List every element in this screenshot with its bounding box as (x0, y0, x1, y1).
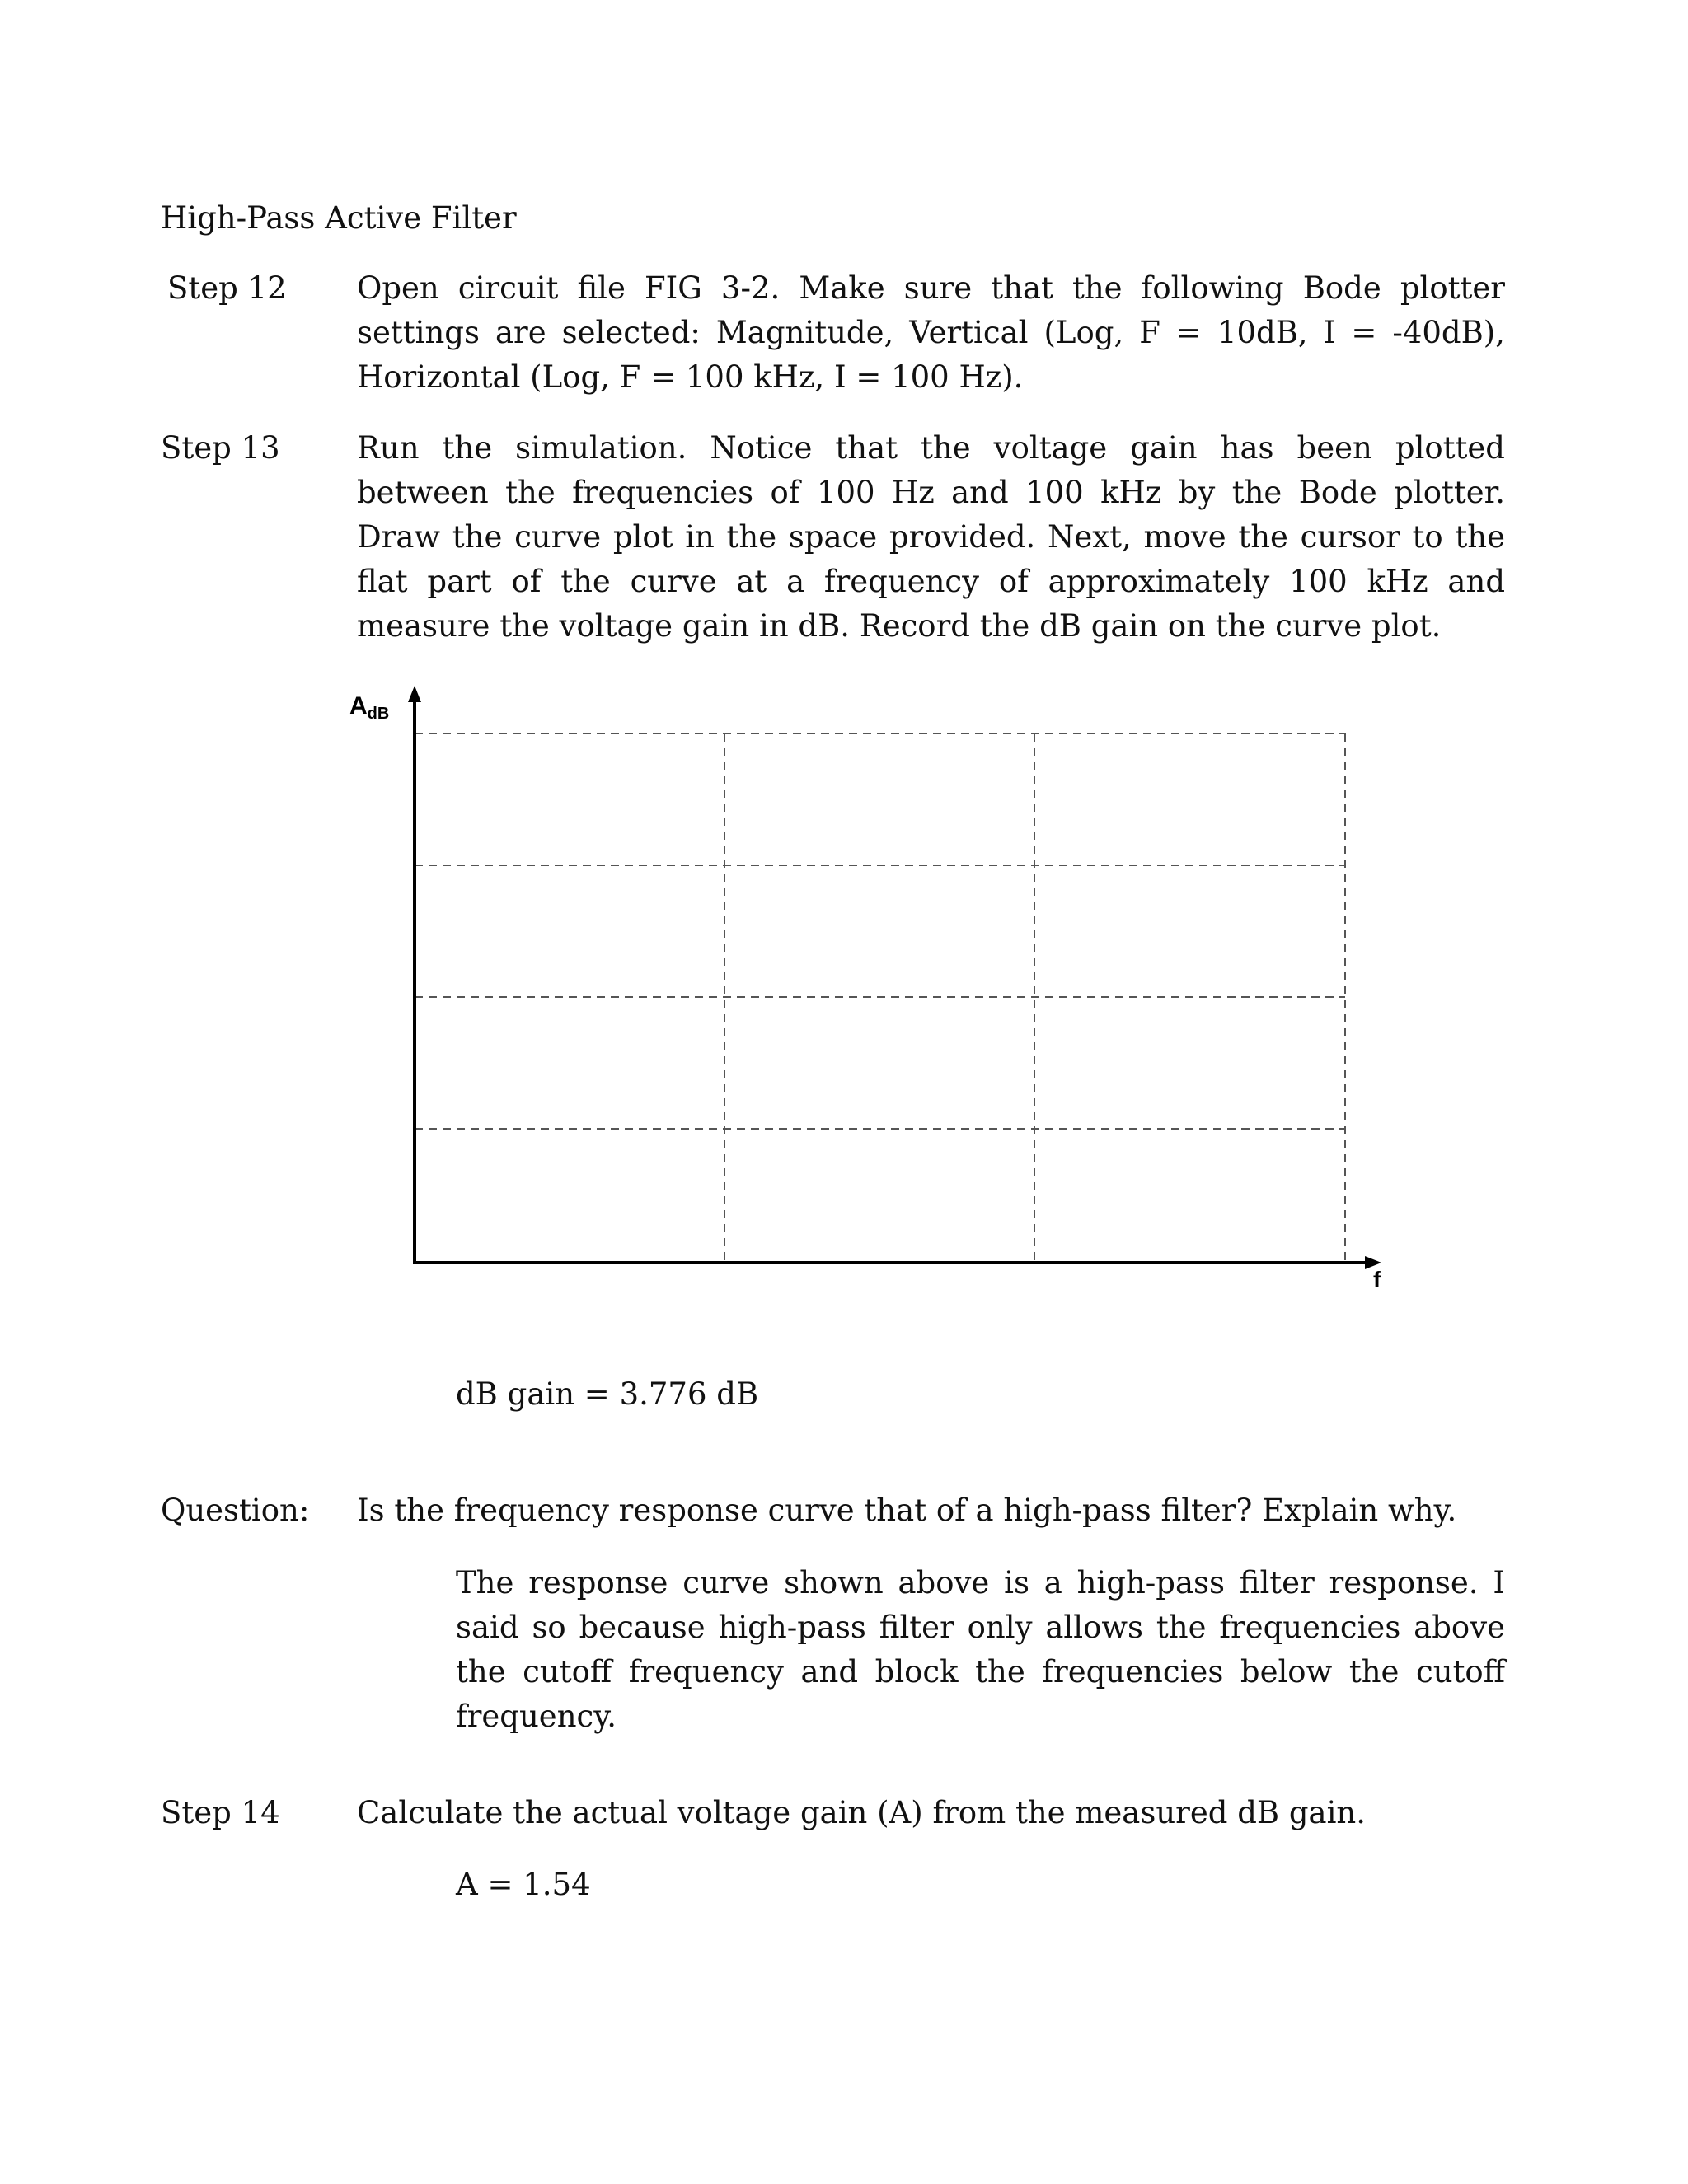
y-axis-label: $A_{dB}$ (349, 692, 390, 723)
bode-plot-grid (330, 676, 1401, 1302)
page-title: High-Pass Active Filter (161, 200, 517, 236)
step-13-label: Step 13 (161, 430, 280, 466)
step-12-text: Open circuit file FIG 3-2. Make sure that the following Bode plotter settings are selected: Magnitude, Vertical (Log, F = 10dB, I = -40dB), Horizontal (Log, F = 100 kHz, I = 100 Hz). (357, 270, 1505, 395)
y-axis-arrow-icon (408, 686, 421, 702)
question-answer: The response curve shown above is a high-pass filter response. I said so because high-pass filter only allows the frequencies above the cutoff frequency and block the frequencies below the cutoff frequency. (456, 1565, 1505, 1734)
step-14-text: Calculate the actual voltage gain (A) from the measured dB gain. (357, 1795, 1367, 1830)
step-14-answer: A = 1.54 (456, 1867, 591, 1902)
db-gain-answer: dB gain = 3.776 dB (456, 1376, 759, 1412)
x-axis-label: f (1373, 1267, 1381, 1292)
step-12-label: Step 12 (167, 270, 287, 306)
step-13-text: Run the simulation. Notice that the voltage gain has been plotted between the frequencies of 100 Hz and 100 kHz by the Bode plotter. Draw the curve plot in the space provided. Next, move the cursor to the flat part of the curve at a frequency of approximately 100 kHz and measure the voltage gain in dB. Record the dB gain on the curve plot. (357, 430, 1505, 644)
step-14-label: Step 14 (161, 1795, 280, 1830)
question-label: Question: (161, 1493, 310, 1528)
question-text: Is the frequency response curve that of a high-pass filter? Explain why. (357, 1493, 1457, 1528)
